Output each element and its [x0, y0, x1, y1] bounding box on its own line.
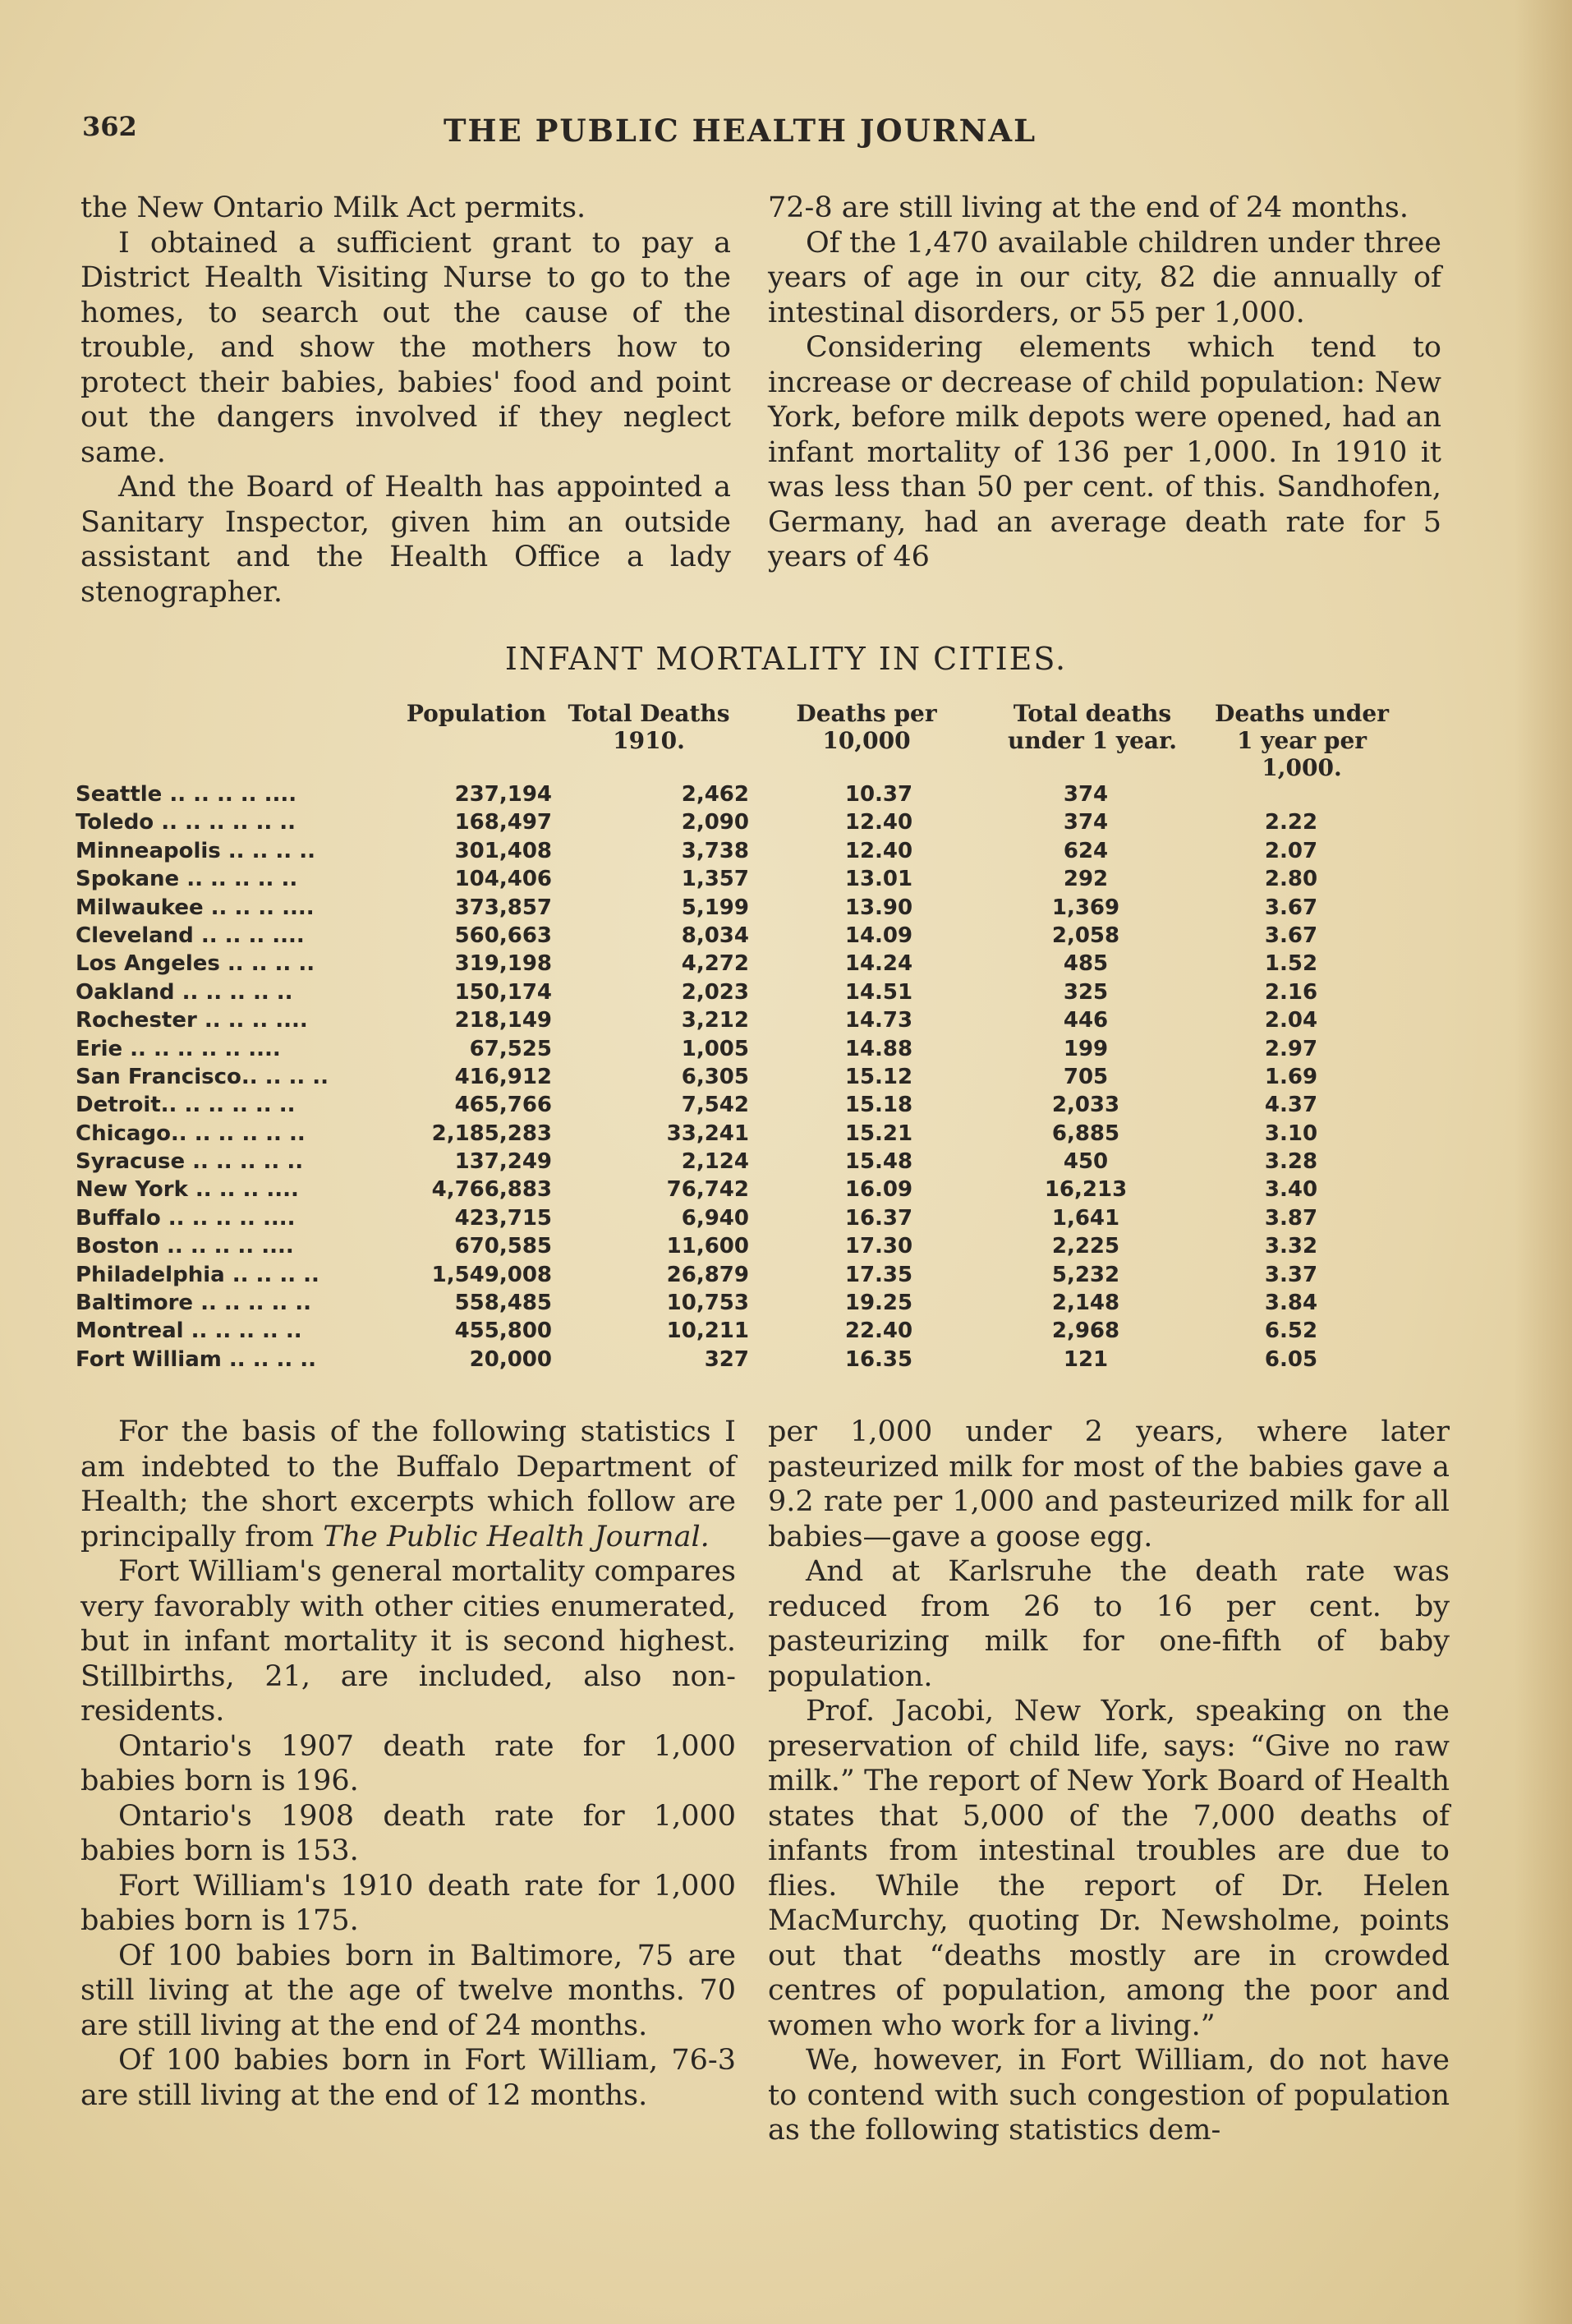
table-row: [76, 1347, 1455, 1375]
population-cell: 455,800: [454, 1318, 552, 1344]
deaths-per-cell: 16.09: [844, 1177, 913, 1203]
deaths-per-cell: 19.25: [844, 1291, 913, 1316]
total-deaths-cell: 7,542: [681, 1093, 749, 1118]
total-deaths-cell: 2,023: [681, 979, 749, 1005]
deaths-per-cell: 14.09: [844, 923, 913, 948]
page-edge-shadow: [1515, 0, 1572, 2324]
total-deaths-cell: 1,357: [681, 867, 749, 892]
deaths-under-cell: 446: [1063, 1008, 1109, 1033]
page-header: [82, 111, 1462, 160]
paragraph-text: For the basis of the following statistics I am indebted to the Buffalo Department of Health; the short excerpts which follow are principally from: [80, 1415, 736, 1553]
table-row: [76, 1121, 1455, 1149]
table-row: [76, 1318, 1455, 1346]
deaths-per-cell: 12.40: [844, 810, 913, 835]
deaths-under-cell: 2,225: [1051, 1234, 1120, 1259]
paragraph: Prof. Jacobi, New York, speaking on the preservation of child life, says: “Give no raw milk.” The report of New York Board of Health states that 5,000 of the 7,000 deaths of infants from intestinal troubles are due to flies. While the report of Dr. Helen MacMurchy, quoting Dr. Newsholme, points out that “deaths mostly are in crowded centres of population, among the poor and women who work for a living.”: [768, 1695, 1450, 2042]
deaths-under-cell: 2,968: [1051, 1318, 1120, 1344]
total-deaths-cell: 76,742: [666, 1177, 749, 1203]
table-row: [76, 867, 1455, 895]
deaths-under-cell: 16,213: [1044, 1177, 1128, 1203]
per-1000-cell: 2.97: [1264, 1036, 1318, 1061]
population-cell: 237,194: [454, 782, 552, 807]
population-cell: 2,185,283: [431, 1121, 552, 1146]
city-name: Toledo .. .. .. .. .. ..: [76, 810, 296, 835]
deaths-under-cell: 292: [1063, 867, 1109, 892]
paragraph: Fort William's general mortality compares very favorably with other cities enumerated, but in infant mortality it is second highest. Stillbirths, 21, are included, also non-residents.: [80, 1555, 736, 1728]
population-cell: 465,766: [454, 1093, 552, 1118]
per-1000-cell: 3.84: [1264, 1291, 1318, 1316]
header-total-deaths: Total Deaths 1910.: [568, 700, 730, 754]
left-column-top: [80, 191, 731, 610]
journal-citation: The Public Health Journal.: [323, 1520, 710, 1553]
header-per-1000: Deaths under 1 year per 1,000.: [1215, 700, 1389, 781]
total-deaths-cell: 10,753: [666, 1291, 749, 1316]
population-cell: 319,198: [454, 951, 552, 977]
per-1000-cell: 2.07: [1264, 838, 1318, 863]
city-name: Montreal .. .. .. .. ..: [76, 1318, 302, 1344]
deaths-under-cell: 705: [1063, 1064, 1109, 1089]
deaths-under-cell: 485: [1063, 951, 1109, 977]
table-row: [76, 1149, 1455, 1177]
paragraph: Ontario's 1908 death rate for 1,000 babies born is 153.: [80, 1799, 736, 1867]
deaths-per-cell: 15.12: [844, 1064, 913, 1089]
table-row: [76, 1291, 1455, 1318]
deaths-per-cell: 15.18: [844, 1093, 913, 1118]
population-cell: 670,585: [454, 1234, 552, 1259]
table-row: [76, 1263, 1455, 1291]
paragraph: Fort William's 1910 death rate for 1,000 babies born is 175.: [80, 1869, 736, 1937]
city-name: Seattle .. .. .. .. ....: [76, 782, 297, 807]
total-deaths-cell: 327: [704, 1346, 749, 1372]
right-column-top: [768, 191, 1441, 575]
population-cell: 416,912: [454, 1064, 552, 1089]
population-cell: 20,000: [469, 1346, 552, 1372]
table-row: [76, 923, 1455, 951]
population-cell: 423,715: [454, 1205, 552, 1231]
population-cell: 301,408: [454, 838, 552, 863]
per-1000-cell: 3.67: [1264, 895, 1318, 920]
population-cell: 150,174: [454, 979, 552, 1005]
table-row: [76, 951, 1455, 979]
deaths-per-cell: 17.35: [844, 1262, 913, 1287]
deaths-per-cell: 16.35: [844, 1346, 913, 1372]
table-row: [76, 1008, 1455, 1036]
population-cell: 168,497: [454, 810, 552, 835]
mortality-table: [76, 782, 1455, 1375]
right-column-bottom: [768, 1415, 1450, 2148]
total-deaths-cell: 10,211: [666, 1318, 749, 1344]
table-row: [76, 980, 1455, 1008]
paragraph: We, however, in Fort William, do not have to contend with such congestion of population as the following statistics dem-: [768, 2044, 1450, 2147]
deaths-under-cell: 1,641: [1051, 1205, 1120, 1231]
city-name: Minneapolis .. .. .. ..: [76, 838, 315, 863]
per-1000-cell: 2.16: [1264, 979, 1318, 1005]
table-row: [76, 1093, 1455, 1121]
city-name: Oakland .. .. .. .. ..: [76, 979, 293, 1005]
population-cell: 373,857: [454, 895, 552, 920]
per-1000-cell: 6.05: [1264, 1346, 1318, 1372]
total-deaths-cell: 6,940: [681, 1205, 749, 1231]
paragraph: [80, 1415, 736, 1554]
population-cell: 218,149: [454, 1008, 552, 1033]
total-deaths-cell: 6,305: [681, 1064, 749, 1089]
deaths-per-cell: 14.24: [844, 951, 913, 977]
header-deaths-under: Total deaths under 1 year.: [1008, 700, 1177, 754]
deaths-per-cell: 16.37: [844, 1205, 913, 1231]
paragraph: per 1,000 under 2 years, where later pasteurized milk for most of the babies gave a 9.2 rate per 1,000 and pasteurized milk for all babies—gave a goose egg.: [768, 1415, 1450, 1553]
deaths-under-cell: 5,232: [1051, 1262, 1120, 1287]
per-1000-cell: 3.37: [1264, 1262, 1318, 1287]
paragraph: Ontario's 1907 death rate for 1,000 babies born is 196.: [80, 1729, 736, 1797]
city-name: Syracuse .. .. .. .. ..: [76, 1149, 304, 1175]
city-name: Milwaukee .. .. .. ....: [76, 895, 315, 920]
deaths-under-cell: 2,148: [1051, 1291, 1120, 1316]
deaths-per-cell: 12.40: [844, 838, 913, 863]
per-1000-cell: 1.69: [1264, 1064, 1318, 1089]
deaths-per-cell: 13.01: [844, 867, 913, 892]
total-deaths-cell: 26,879: [666, 1262, 749, 1287]
total-deaths-cell: 8,034: [681, 923, 749, 948]
deaths-under-cell: 121: [1063, 1346, 1109, 1372]
city-name: Baltimore .. .. .. .. ..: [76, 1291, 312, 1316]
journal-title: THE PUBLIC HEALTH JOURNAL: [444, 113, 1037, 149]
per-1000-cell: 6.52: [1264, 1318, 1318, 1344]
total-deaths-cell: 5,199: [681, 895, 749, 920]
deaths-per-cell: 13.90: [844, 895, 913, 920]
deaths-under-cell: 2,033: [1051, 1093, 1120, 1118]
deaths-per-cell: 10.37: [844, 782, 913, 807]
total-deaths-cell: 2,090: [681, 810, 749, 835]
paragraph: I obtained a sufficient grant to pay a District Health Visiting Nurse to go to the homes, to search out the cause of the trouble, and show the mothers how to protect their babies, babies' food and point out the dangers involved if they neglect same.: [80, 226, 731, 469]
deaths-under-cell: 450: [1063, 1149, 1109, 1175]
population-cell: 560,663: [454, 923, 552, 948]
deaths-per-cell: 14.88: [844, 1036, 913, 1061]
city-name: Cleveland .. .. .. ....: [76, 923, 305, 948]
total-deaths-cell: 3,212: [681, 1008, 749, 1033]
population-cell: 104,406: [454, 867, 552, 892]
table-row: [76, 839, 1455, 867]
per-1000-cell: 2.22: [1264, 810, 1318, 835]
table-row: [76, 1037, 1455, 1065]
per-1000-cell: 3.67: [1264, 923, 1318, 948]
per-1000-cell: 1.52: [1264, 951, 1318, 977]
left-column-bottom: [80, 1415, 736, 2113]
city-name: New York .. .. .. ....: [76, 1177, 299, 1203]
header-population: Population: [406, 700, 547, 727]
population-cell: 4,766,883: [431, 1177, 552, 1203]
total-deaths-cell: 33,241: [666, 1121, 749, 1146]
paragraph: Of 100 babies born in Baltimore, 75 are still living at the age of twelve months. 70 are still living at the end of 24 months.: [80, 1939, 736, 2042]
deaths-under-cell: 6,885: [1051, 1121, 1120, 1146]
population-cell: 558,485: [454, 1291, 552, 1316]
deaths-per-cell: 15.21: [844, 1121, 913, 1146]
paragraph: And the Board of Health has appointed a Sanitary Inspector, given him an outside assistant and the Health Office a lady stenographer.: [80, 471, 731, 609]
deaths-per-cell: 14.73: [844, 1008, 913, 1033]
total-deaths-cell: 2,462: [681, 782, 749, 807]
paragraph: 72-8 are still living at the end of 24 months.: [768, 191, 1409, 224]
population-cell: 1,549,008: [431, 1262, 552, 1287]
deaths-under-cell: 1,369: [1051, 895, 1120, 920]
table-row: [76, 1177, 1455, 1205]
city-name: Erie .. .. .. .. .. ....: [76, 1036, 281, 1061]
paragraph: the New Ontario Milk Act permits.: [80, 191, 586, 224]
city-name: Chicago.. .. .. .. .. ..: [76, 1121, 306, 1146]
city-name: Boston .. .. .. .. ....: [76, 1234, 294, 1259]
header-deaths-per: Deaths per 10,000: [796, 700, 937, 754]
table-title: INFANT MORTALITY IN CITIES.: [504, 641, 1068, 677]
per-1000-cell: 2.80: [1264, 867, 1318, 892]
deaths-under-cell: 2,058: [1051, 923, 1120, 948]
population-cell: 67,525: [469, 1036, 552, 1061]
table-row: [76, 895, 1455, 923]
population-cell: 137,249: [454, 1149, 552, 1175]
table-row: [76, 1065, 1455, 1093]
city-name: Philadelphia .. .. .. ..: [76, 1262, 319, 1287]
per-1000-cell: 3.40: [1264, 1177, 1318, 1203]
page-number: 362: [82, 111, 137, 142]
table-row: [76, 1234, 1455, 1262]
per-1000-cell: 4.37: [1264, 1093, 1318, 1118]
city-name: Detroit.. .. .. .. .. ..: [76, 1093, 296, 1118]
table-row: [76, 782, 1455, 810]
deaths-under-cell: 624: [1063, 838, 1109, 863]
deaths-per-cell: 14.51: [844, 979, 913, 1005]
per-1000-cell: 2.04: [1264, 1008, 1318, 1033]
total-deaths-cell: 3,738: [681, 838, 749, 863]
per-1000-cell: 3.87: [1264, 1205, 1318, 1231]
total-deaths-cell: 4,272: [681, 951, 749, 977]
deaths-under-cell: 374: [1063, 782, 1109, 807]
table-row: [76, 810, 1455, 838]
paragraph: Considering elements which tend to increase or decrease of child population: New York, before milk depots were opened, had an infant mortality of 136 per 1,000. In 1910 it was less than 50 per cent. of this. Sandhofen, Germany, had an average death rate for 5 years of 46: [768, 331, 1441, 573]
city-name: Fort William .. .. .. ..: [76, 1346, 317, 1372]
table-row: [76, 1206, 1455, 1234]
city-name: Buffalo .. .. .. .. ....: [76, 1205, 296, 1231]
city-name: Los Angeles .. .. .. ..: [76, 951, 315, 977]
paragraph: Of 100 babies born in Fort William, 76-3 are still living at the end of 12 months.: [80, 2044, 736, 2112]
deaths-per-cell: 17.30: [844, 1234, 913, 1259]
deaths-per-cell: 15.48: [844, 1149, 913, 1175]
city-name: Rochester .. .. .. ....: [76, 1008, 308, 1033]
paragraph: Of the 1,470 available children under three years of age in our city, 82 die annually of intestinal disorders, or 55 per 1,000.: [768, 226, 1441, 329]
total-deaths-cell: 2,124: [681, 1149, 749, 1175]
deaths-per-cell: 22.40: [844, 1318, 913, 1344]
total-deaths-cell: 11,600: [666, 1234, 749, 1259]
deaths-under-cell: 325: [1063, 979, 1109, 1005]
per-1000-cell: 3.28: [1264, 1149, 1318, 1175]
per-1000-cell: 3.10: [1264, 1121, 1318, 1146]
deaths-under-cell: 199: [1063, 1036, 1109, 1061]
city-name: San Francisco.. .. .. ..: [76, 1064, 329, 1089]
city-name: Spokane .. .. .. .. ..: [76, 867, 298, 892]
per-1000-cell: 3.32: [1264, 1234, 1318, 1259]
deaths-under-cell: 374: [1063, 810, 1109, 835]
total-deaths-cell: 1,005: [681, 1036, 749, 1061]
paragraph: And at Karlsruhe the death rate was reduced from 26 to 16 per cent. by pasteurizing milk for one-fifth of baby population.: [768, 1555, 1450, 1693]
